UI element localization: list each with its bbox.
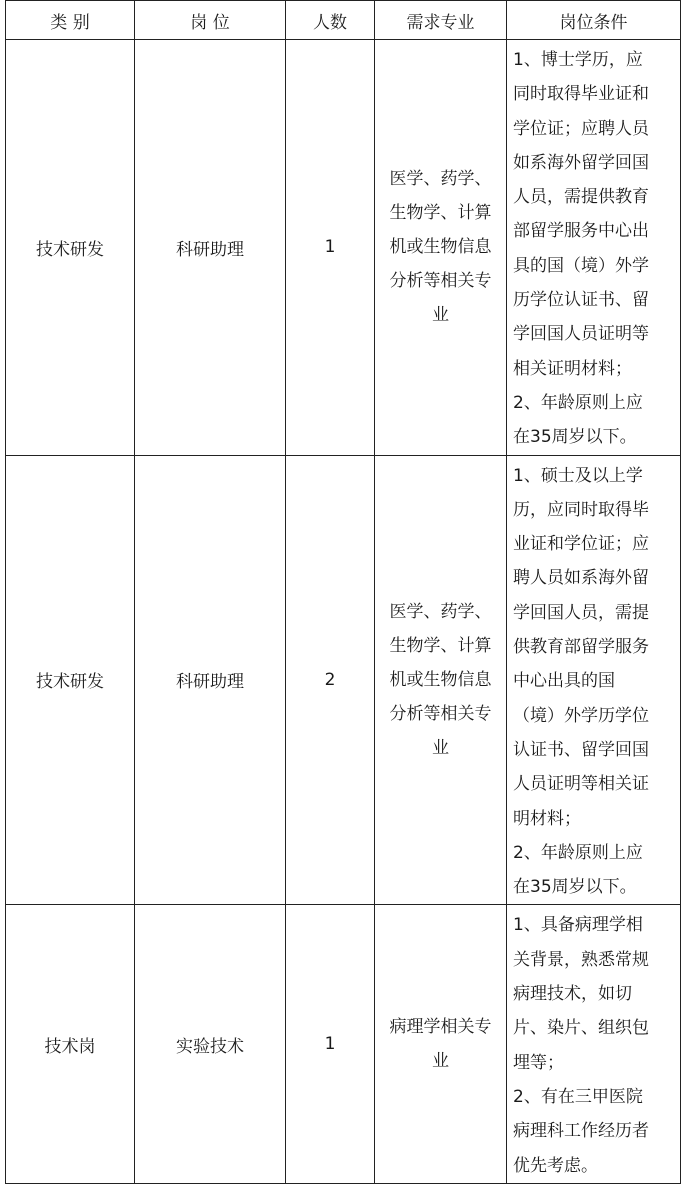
major-cell [375,455,507,905]
position-cell: 科研助理 [135,455,286,905]
condition-line: 人员，需提供教育 [513,187,649,208]
conditions-cell [507,40,681,456]
condition-line: 在35周岁以下。 [513,877,637,898]
condition-line: 人员证明等相关证 [513,774,649,795]
category-cell: 技术研发 [6,455,135,905]
major-line: 病理学相关专 [389,1017,492,1038]
header-category: 类 别 [6,1,135,40]
table-row [6,455,681,905]
major-line: 业 [432,737,449,758]
condition-line: 在35周岁以下。 [513,427,637,448]
count-cell: 1 [286,905,375,1183]
condition-line: 学位证；应聘人员 [513,118,649,139]
condition-line: 片、染片、组织包 [513,1018,649,1039]
condition-line: 历学位认证书、留 [513,290,649,311]
major-cell [375,40,507,456]
condition-line: 1、博士学历，应 [513,50,643,70]
condition-line: 如系海外留学回国 [513,152,649,173]
header-conditions: 岗位条件 [507,1,681,40]
condition-line: （境）外学历学位 [513,705,649,726]
condition-line: 病理科工作经历者 [513,1121,649,1142]
major-line: 医学、药学、 [389,601,492,622]
table-row [6,40,681,456]
condition-line: 2、年龄原则上应 [513,842,643,863]
condition-line: 部留学服务中心出 [513,221,649,242]
major-line: 分析等相关专 [389,703,492,724]
condition-line: 中心出具的国 [513,671,615,692]
condition-line: 认证书、留学回国 [513,739,649,760]
major-line: 业 [432,1051,449,1072]
condition-line: 业证和学位证；应 [513,534,649,555]
header-count: 人数 [286,1,375,40]
major-line: 机或生物信息 [389,237,492,258]
condition-line: 相关证明材料； [513,358,632,379]
condition-line: 病理技术，如切 [513,984,632,1005]
condition-line: 埋等； [513,1052,564,1073]
major-line: 业 [432,305,449,326]
position-cell: 实验技术 [135,905,286,1183]
condition-line: 供教育部留学服务 [513,637,649,658]
category-cell: 技术岗 [6,905,135,1183]
header-position: 岗 位 [135,1,286,40]
condition-line: 2、年龄原则上应 [513,392,643,413]
major-line: 机或生物信息 [389,669,492,690]
condition-line: 1、硕士及以上学 [513,465,643,486]
major-line: 生物学、计算 [389,635,492,656]
count-cell: 2 [286,455,375,905]
condition-line: 明材料； [513,808,581,829]
condition-line: 同时取得毕业证和 [513,84,649,105]
header-major: 需求专业 [375,1,507,40]
table-row [6,905,681,1183]
condition-line: 2、有在三甲医院 [513,1086,643,1107]
condition-line: 具的国（境）外学 [513,255,649,276]
count-cell: 1 [286,40,375,456]
recruitment-table [5,0,681,1184]
condition-line: 学回国人员证明等 [513,324,649,345]
category-cell: 技术研发 [6,40,135,456]
condition-line: 历，应同时取得毕 [513,499,649,520]
conditions-cell [507,905,681,1183]
major-line: 分析等相关专 [389,271,492,292]
condition-line: 优先考虑。 [513,1155,598,1176]
major-line: 生物学、计算 [389,203,492,224]
position-cell: 科研助理 [135,40,286,456]
condition-line: 聘人员如系海外留 [513,568,649,589]
conditions-cell [507,455,681,905]
major-cell [375,905,507,1183]
condition-line: 学回国人员，需提 [513,602,649,623]
condition-line: 1、具备病理学相 [513,915,643,936]
major-line: 医学、药学、 [389,169,492,190]
condition-line: 关背景，熟悉常规 [513,949,649,970]
header-row [6,1,681,40]
